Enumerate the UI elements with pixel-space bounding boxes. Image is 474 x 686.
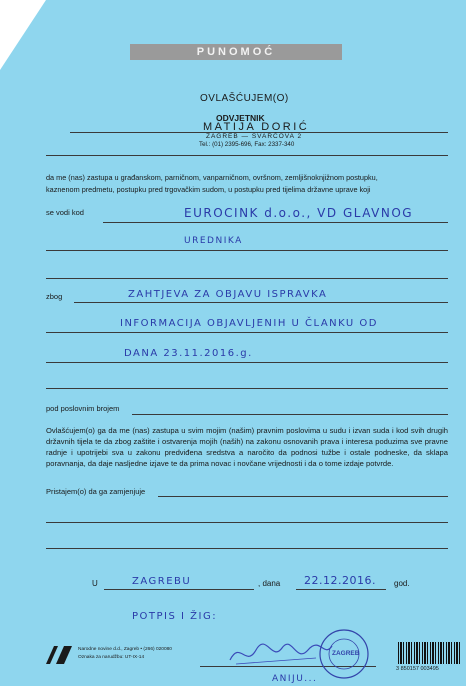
zbog-line-4: [46, 388, 448, 389]
firm-phone: Tel.: (01) 2395-696, Fax: 2337-340: [199, 141, 295, 148]
firm-address: ZAGREB — SVARČOVA 2: [206, 133, 303, 140]
page-edge: [466, 0, 474, 686]
zbog-handwriting-3: DANA 23.11.2016.g.: [124, 348, 253, 359]
pristajem-line-2: [46, 522, 448, 523]
se-vodi-kod-line-3: [46, 278, 448, 279]
zbog-handwriting-2: INFORMACIJA OBJAVLJENIH U ČLANKU OD: [120, 318, 378, 329]
se-vodi-kod-label: se vodi kod: [46, 208, 84, 217]
god-label: god.: [394, 579, 410, 588]
dana-label: , dana: [258, 579, 281, 588]
bottom-handwriting: ANIJU...: [272, 674, 318, 684]
date-handwriting: 22.12.2016.: [304, 574, 376, 587]
authority-paragraph: Ovlašćujem(o) ga da me (nas) zastupa u svim mojim (našim) pravnim poslovima u sudu i izvan suda i kod svih drugih državnih tijela te da zbog zaštite i ostvarenja mojih (naših) na zakonu osnovanih prava i interesa poduzima sve pravne radnje i upotrijebi sva u zakonu predviđena sredstva a naročito da podnosi tužbe i ostale podneske, da sklapa poravnanja, da daje nasljedne izjave te da prima novac i novčane vrijednosti i da o tome izdaje potvrde.: [46, 426, 448, 468]
document-title: OVLAŠĆUJEM(O): [200, 93, 289, 104]
intro-line-1: da me (nas) zastupa u građanskom, parničnom, vanparničnom, ovršnom, zemljišnoknjižnom postupku,: [46, 173, 378, 182]
se-vodi-kod-line-2: [46, 250, 448, 251]
intro-line-2: kaznenom predmetu, postupku pred trgovačkim sudom, u postupku pred tijelima državne uprave koji: [46, 185, 371, 194]
pristajem-label: Pristajem(o) da ga zamjenjuje: [46, 487, 146, 496]
barcode-number: 3 850157 003495: [396, 666, 439, 672]
publisher-line-2: Oznaka za narudžbu: UT-IX-14: [78, 655, 145, 660]
zbog-handwriting-1: ZAHTJEVA ZA OBJAVU ISPRAVKA: [128, 289, 328, 300]
poslovni-broj-label: pod poslovnim brojem: [46, 404, 120, 413]
barcode: [398, 642, 460, 664]
zbog-line-1: [74, 302, 448, 303]
pristajem-line: [158, 496, 448, 497]
place-line: [104, 589, 254, 590]
document-banner: [130, 44, 342, 60]
zbog-label: zbog: [46, 292, 63, 301]
publisher-line-1: Narodne novine d.d., Zagreb • (266) 020080: [78, 647, 172, 652]
poslovni-broj-line: [132, 414, 448, 415]
firm-name: MATIJA DORIĆ: [203, 121, 310, 133]
stamp-text: ZAGREB: [332, 650, 360, 657]
header-line: [46, 155, 448, 156]
se-vodi-kod-line-1: [103, 222, 448, 223]
zbog-line-2: [46, 332, 448, 333]
u-label: U: [92, 579, 98, 588]
banner-text: PUNOMOĆ: [196, 46, 276, 58]
date-line: [296, 589, 386, 590]
signature-label-handwriting: POTPIS I ŽIG:: [132, 611, 218, 622]
firm-role: ODVJETNIK: [216, 113, 265, 123]
pristajem-line-3: [46, 548, 448, 549]
publisher-logo-icon: [46, 646, 72, 664]
se-vodi-kod-handwriting-1: EUROCINK d.o.o., VD GLAVNOG: [184, 206, 414, 220]
zbog-line-3: [46, 362, 448, 363]
place-handwriting: ZAGREBU: [132, 576, 192, 587]
se-vodi-kod-handwriting-2: UREDNIKA: [184, 236, 243, 246]
